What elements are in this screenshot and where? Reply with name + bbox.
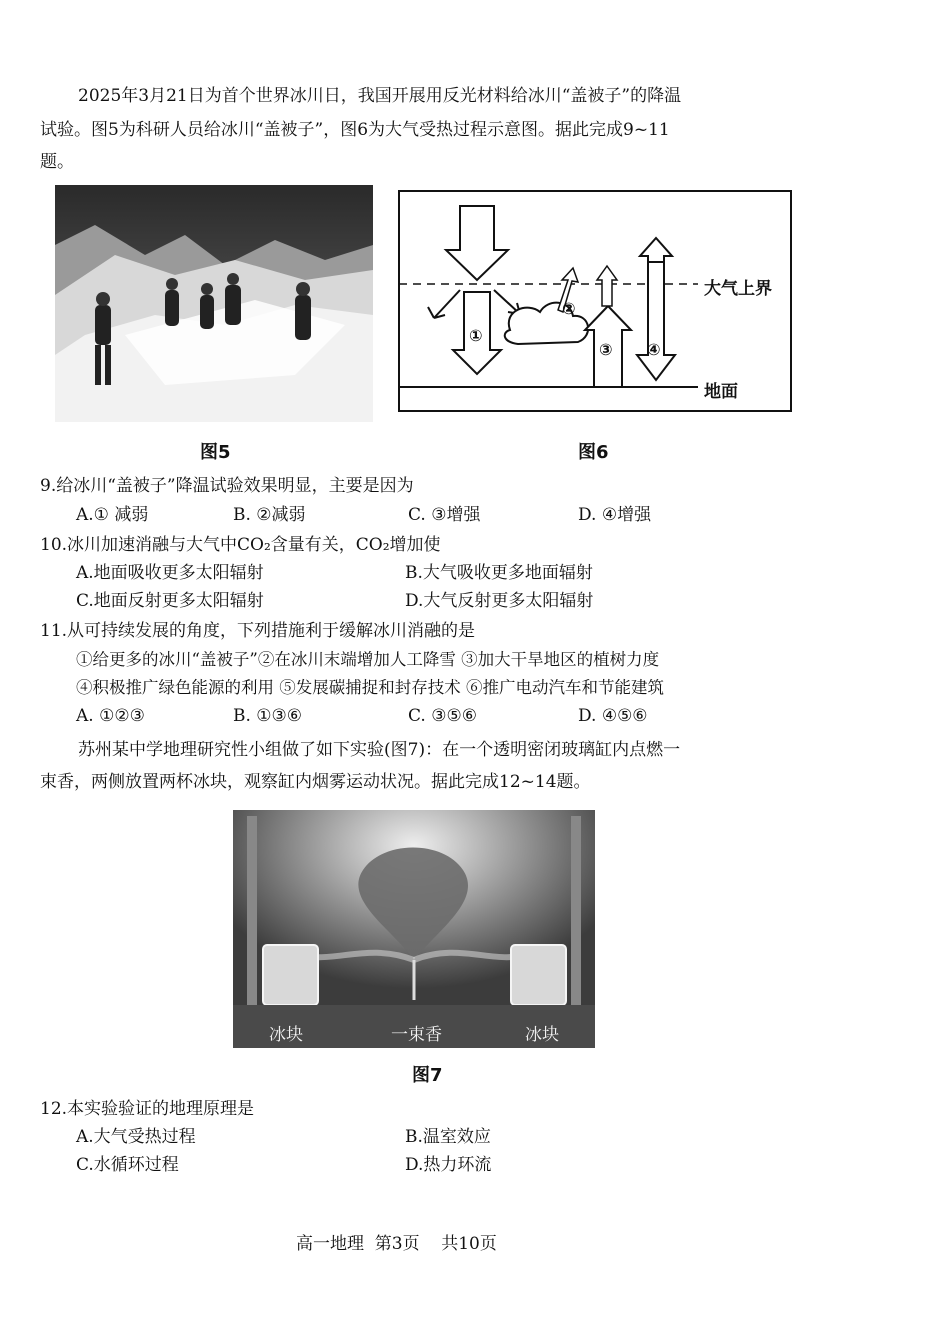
intro2-line2: 束香，两侧放置两杯冰块，观察缸内烟雾运动状况。据此完成12~14题。 <box>40 772 591 792</box>
fig7-label-center: 一束香 <box>391 1025 442 1045</box>
q10-option-b: B.大气吸收更多地面辐射 <box>405 563 593 583</box>
fig7-label-right: 冰块 <box>525 1025 559 1045</box>
q9-option-a: A.① 减弱 <box>76 505 149 525</box>
q12-option-d: D.热力环流 <box>405 1155 492 1175</box>
q10-option-c: C.地面反射更多太阳辐射 <box>76 591 264 611</box>
figure5-photo <box>55 185 373 422</box>
q12-option-a: A.大气受热过程 <box>76 1127 196 1147</box>
figure5-caption: 图5 <box>200 442 231 463</box>
q11-option-d: D. ④⑤⑥ <box>578 706 648 726</box>
q11-items-line1: ①给更多的冰川“盖被子”②在冰川末端增加人工降雪 ③加大干旱地区的植树力度 <box>76 650 660 669</box>
q12-stem: 12.本实验验证的地理原理是 <box>40 1099 255 1119</box>
q9-stem: 9.给冰川“盖被子”降温试验效果明显，主要是因为 <box>40 476 414 496</box>
q10-option-d: D.大气反射更多太阳辐射 <box>405 591 594 611</box>
figure5-illustration <box>55 185 373 422</box>
q11-items-line2: ④积极推广绿色能源的利用 ⑤发展碳捕捉和封存技术 ⑥推广电动汽车和节能建筑 <box>76 678 664 697</box>
q12-option-b: B.温室效应 <box>405 1127 491 1147</box>
fig6-label-ground: 地面 <box>704 382 738 402</box>
fig6-mark-2: ② <box>562 299 576 318</box>
q11-option-c: C. ③⑤⑥ <box>408 706 477 726</box>
intro1-line2: 试验。图5为科研人员给冰川“盖被子”，图6为大气受热过程示意图。据此完成9~11 <box>40 120 670 140</box>
figure7-caption: 图7 <box>412 1065 443 1086</box>
q10-stem: 10.冰川加速消融与大气中CO₂含量有关，CO₂增加使 <box>40 535 441 555</box>
page-footer: 高一地理 第3页 共10页 <box>296 1234 497 1254</box>
q9-option-c: C. ③增强 <box>408 505 481 525</box>
figure6-caption: 图6 <box>578 442 609 463</box>
q9-option-d: D. ④增强 <box>578 505 652 525</box>
fig6-mark-3: ③ <box>599 340 613 359</box>
q10-option-a: A.地面吸收更多太阳辐射 <box>76 563 264 583</box>
q9-option-b: B. ②减弱 <box>233 505 306 525</box>
q11-option-a: A. ①②③ <box>76 706 145 726</box>
q11-stem: 11.从可持续发展的角度，下列措施利于缓解冰川消融的是 <box>40 621 476 641</box>
figure6-diagram <box>398 190 792 412</box>
q11-option-b: B. ①③⑥ <box>233 706 303 726</box>
fig6-mark-4: ④ <box>647 340 661 359</box>
intro1-line1: 2025年3月21日为首个世界冰川日，我国开展用反光材料给冰川“盖被子”的降温 <box>78 86 682 106</box>
figure7-photo <box>233 810 595 1048</box>
intro1-line3: 题。 <box>40 152 74 172</box>
figure7-illustration <box>233 810 595 1048</box>
fig6-mark-1: ① <box>469 326 483 345</box>
fig7-label-left: 冰块 <box>269 1025 303 1045</box>
fig6-label-top: 大气上界 <box>704 279 772 299</box>
q12-option-c: C.水循环过程 <box>76 1155 179 1175</box>
intro2-line1: 苏州某中学地理研究性小组做了如下实验(图7)：在一个透明密闭玻璃缸内点燃一 <box>78 740 681 760</box>
